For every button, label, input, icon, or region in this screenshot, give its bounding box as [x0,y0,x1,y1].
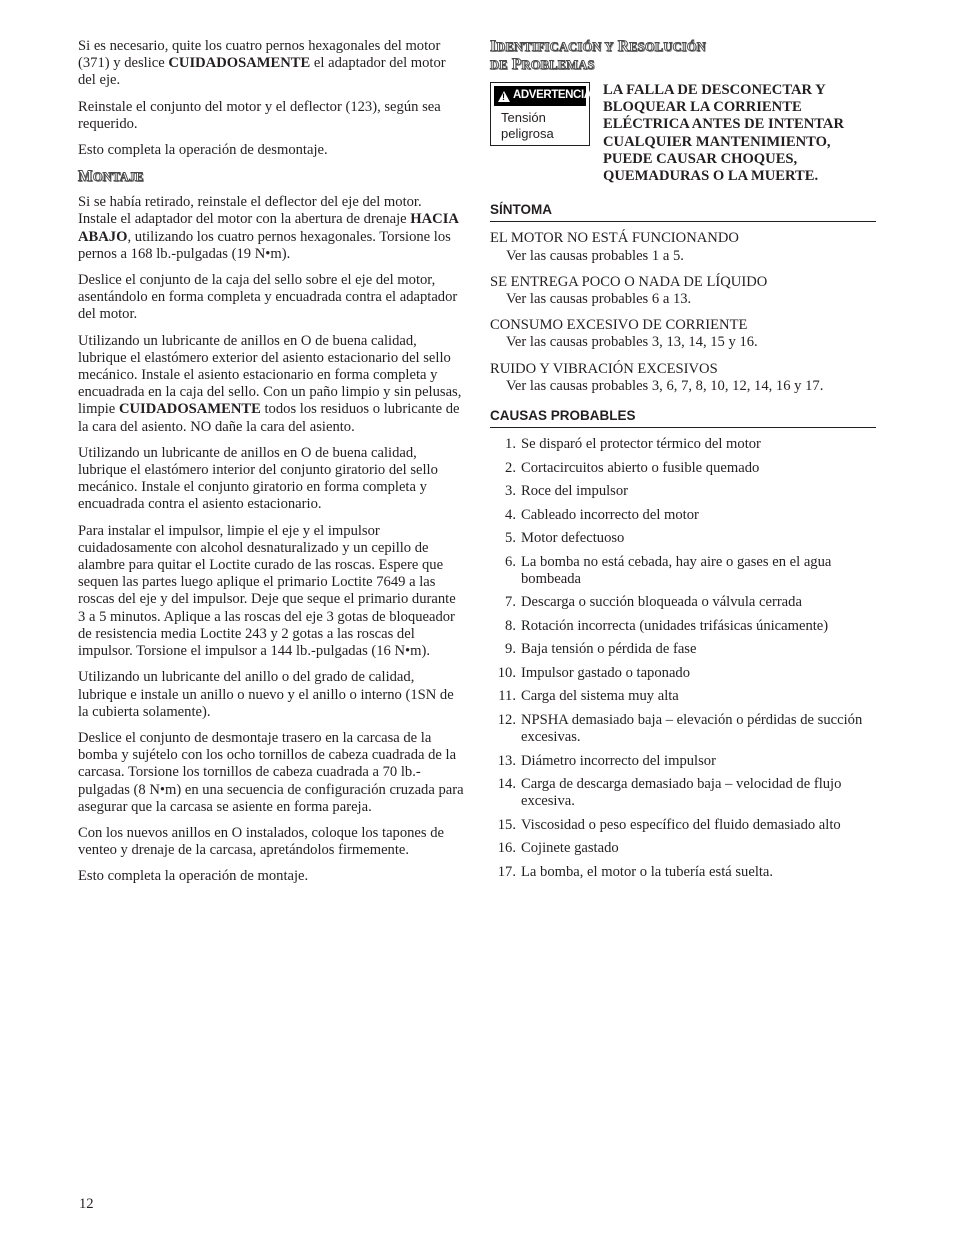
cause-item [490,618,876,635]
troubleshooting-heading: IDENTIFICACIÓN Y RESOLUCIÓN DE PROBLEMAS [490,38,707,73]
intro-paragraph-2: Reinstale el conjunto del motor y el deflector (123), según sea requerido. [78,98,441,132]
cause-number: 5. [505,530,516,547]
symptom-title: SE ENTREGA POCO O NADA DE LÍQUIDO [490,273,768,290]
cause-text: Roce del impulsor [521,483,629,500]
symptom-item [490,361,876,395]
warning-triangle-icon [498,91,510,102]
emphasis-cuidadosamente: CUIDADOSAMENTE [168,55,311,72]
cause-number: 1. [505,436,516,453]
montaje-paragraph-6: Utilizando un lubricante del anillo o del grado de calidad, lubrique e instale un anillo o nuevo y el anillo o interno (1SN de la cubierta solamente). [78,669,454,720]
montaje-paragraph-2: Deslice el conjunto de la caja del sello sobre el eje del motor, asentándolo en forma completa y encuadrada contra el adaptador del motor. [78,272,458,323]
cause-text: La bomba, el motor o la tubería está suelta. [521,863,774,880]
warning-block [490,82,876,185]
intro-paragraph-1: Si es necesario, quite los cuatro pernos hexagonales del motor (371) y deslice CUIDADOSAMENTE el adaptador del motor del eje. [78,38,446,89]
cause-text: NPSHA demasiado baja – elevación o pérdidas de succión excesivas. [521,711,863,746]
montaje-paragraph-7: Deslice el conjunto de desmontaje trasero en la carcasa de la bomba y sujételo con los ocho tornillos de cabeza cuadrada de la carcasa. Torsione los tornillos de cabeza cuadrada a 70 lb.-pulgadas (8 N•m) en una secuencia de configuración cruzada para asegurar que la carcasa se asiente en forma pareja. [78,729,464,815]
cause-number: 11. [498,688,516,705]
cause-item [490,530,876,547]
causes-list [490,436,876,881]
cause-number: 15. [497,816,516,833]
cause-number: 3. [505,483,516,500]
warning-text: LA FALLA DE DESCONECTAR Y BLOQUEAR LA CORRIENTE ELÉCTRICA ANTES DE INTENTAR CUALQUIER MANTENIMIENTO, PUEDE CAUSAR CHOQUES, QUEMADURAS O LA MUERTE. [603,82,844,185]
right-column [490,38,876,887]
cause-item [490,554,876,588]
symptom-see: Ver las causas probables 3, 6, 7, 8, 10, 12, 14, 16 y 17. [506,377,824,394]
montaje-paragraph-9: Esto completa la operación de montaje. [78,868,309,885]
cause-text: Baja tensión o pérdida de fase [521,641,697,658]
symptom-item [490,317,876,351]
cause-text: Carga de descarga demasiado baja – velocidad de flujo excesiva. [521,776,842,810]
cause-number: 17. [497,863,516,880]
cause-text: Descarga o succión bloqueada o válvula cerrada [521,594,802,611]
cause-number: 14. [497,776,516,793]
montaje-paragraph-5: Para instalar el impulsor, limpie el eje y el impulsor cuidadosamente con alcohol desnaturalizado y un cepillo de alambre para quitar el Loctite curado de las roscas. Espere que sequen las partes luego aplique el primario Loctite 7649 a las roscas del eje y del impulsor. Deje que seque el primario durante 3 a 5 minutos. Aplique a las roscas del eje 3 gotas de bloqueador de resistencia media Loctite 243 y 2 gotas a las roscas del impulsor. Torsione el impulsor a 144 lb.-pulgadas (16 N•m). [78,522,456,660]
warning-sub-line-2: peligrosa [501,126,554,141]
cause-text: Motor defectuoso [521,530,625,547]
symptom-title: RUIDO Y VIBRACIÓN EXCESIVOS [490,360,718,377]
symptom-item [490,230,876,264]
symptom-see: Ver las causas probables 1 a 5. [506,247,684,264]
cause-number: 16. [497,840,516,857]
cause-number: 6. [505,553,516,570]
cause-item [490,776,876,810]
symptom-see: Ver las causas probables 6 a 13. [506,291,692,308]
symptom-title: EL MOTOR NO ESTÁ FUNCIONANDO [490,230,739,247]
montaje-paragraph-4: Utilizando un lubricante de anillos en O de buena calidad, lubrique el elastómero interior del conjunto giratorio del sello mecánico. Instale el conjunto giratorio en forma completa y encuadrada contra el asiento estacionario. [78,444,438,513]
montaje-paragraph-1: Si se había retirado, reinstale el deflector del eje del motor. Instale el adaptador del motor con la abertura de drenaje HACIA ABAJO, utilizando los cuatro pernos hexagonales. Torsione los pernos a 168 lb.-pulgadas (19 N•m). [78,194,459,262]
page-number: 12 [79,1196,94,1212]
symptom-item [490,274,876,308]
warning-sign [490,82,590,146]
cause-item [490,817,876,834]
cause-item [490,688,876,705]
cause-item [490,665,876,682]
cause-number: 12. [497,711,516,728]
sintoma-heading: SÍNTOMA [490,201,876,222]
warning-label: ADVERTENCIA [513,89,592,102]
symptom-list [490,230,876,395]
cause-text: Rotación incorrecta (unidades trifásicas únicamente) [521,617,829,634]
cause-text: Viscosidad o peso específico del fluido demasiado alto [521,816,841,833]
cause-text: Cojinete gastado [521,840,619,857]
cause-text: Cableado incorrecto del motor [521,506,699,523]
cause-item [490,864,876,881]
emphasis-cuidadosamente-2: CUIDADOSAMENTE [118,401,261,418]
cause-number: 9. [505,641,516,658]
causas-heading: CAUSAS PROBABLES [490,407,876,428]
cause-item [490,840,876,857]
montaje-paragraph-8: Con los nuevos anillos en O instalados, coloque los tapones de venteo y drenaje de la carcasa, apretándolos firmemente. [78,824,445,859]
cause-item [490,436,876,453]
cause-number: 10. [497,664,516,681]
cause-item [490,641,876,658]
cause-number: 4. [505,506,516,523]
intro-paragraph-3: Esto completa la operación de desmontaje. [78,142,328,159]
cause-text: Cortacircuitos abierto o fusible quemado [521,459,760,476]
cause-item [490,483,876,500]
cause-number: 8. [505,617,516,634]
cause-number: 13. [497,752,516,769]
montaje-paragraph-3: Utilizando un lubricante de anillos en O de buena calidad, lubrique el elastómero exterior del asiento estacionario del sello mecánico. Instale el asiento estacionario en forma completa y encuadrada en la caja del sello. Con un paño limpio y sin pelusas, limpie CUIDADOSAMENTE todos los residuos o lubricante de la cara del asiento. NO dañe la cara del asiento. [78,332,462,435]
cause-number: 7. [505,594,516,611]
cause-text: Se disparó el protector térmico del motor [521,436,761,453]
symptom-see: Ver las causas probables 3, 13, 14, 15 y 16. [506,334,758,351]
cause-item [490,712,876,746]
cause-text: Diámetro incorrecto del impulsor [521,752,716,769]
cause-item [490,507,876,524]
cause-item [490,753,876,770]
cause-item [490,460,876,477]
left-column [78,38,464,895]
emphasis-hacia-abajo: HACIA ABAJO [78,211,459,245]
cause-text: Carga del sistema muy alta [521,688,679,705]
cause-text: La bomba no está cebada, hay aire o gases en el agua bombeada [521,553,832,587]
cause-number: 2. [505,459,516,476]
warning-sub-line-1: Tensión [501,110,546,125]
cause-text: Impulsor gastado o taponado [521,664,691,681]
symptom-title: CONSUMO EXCESIVO DE CORRIENTE [490,317,748,334]
cause-item [490,594,876,611]
montaje-heading: MONTAJE [78,168,144,186]
